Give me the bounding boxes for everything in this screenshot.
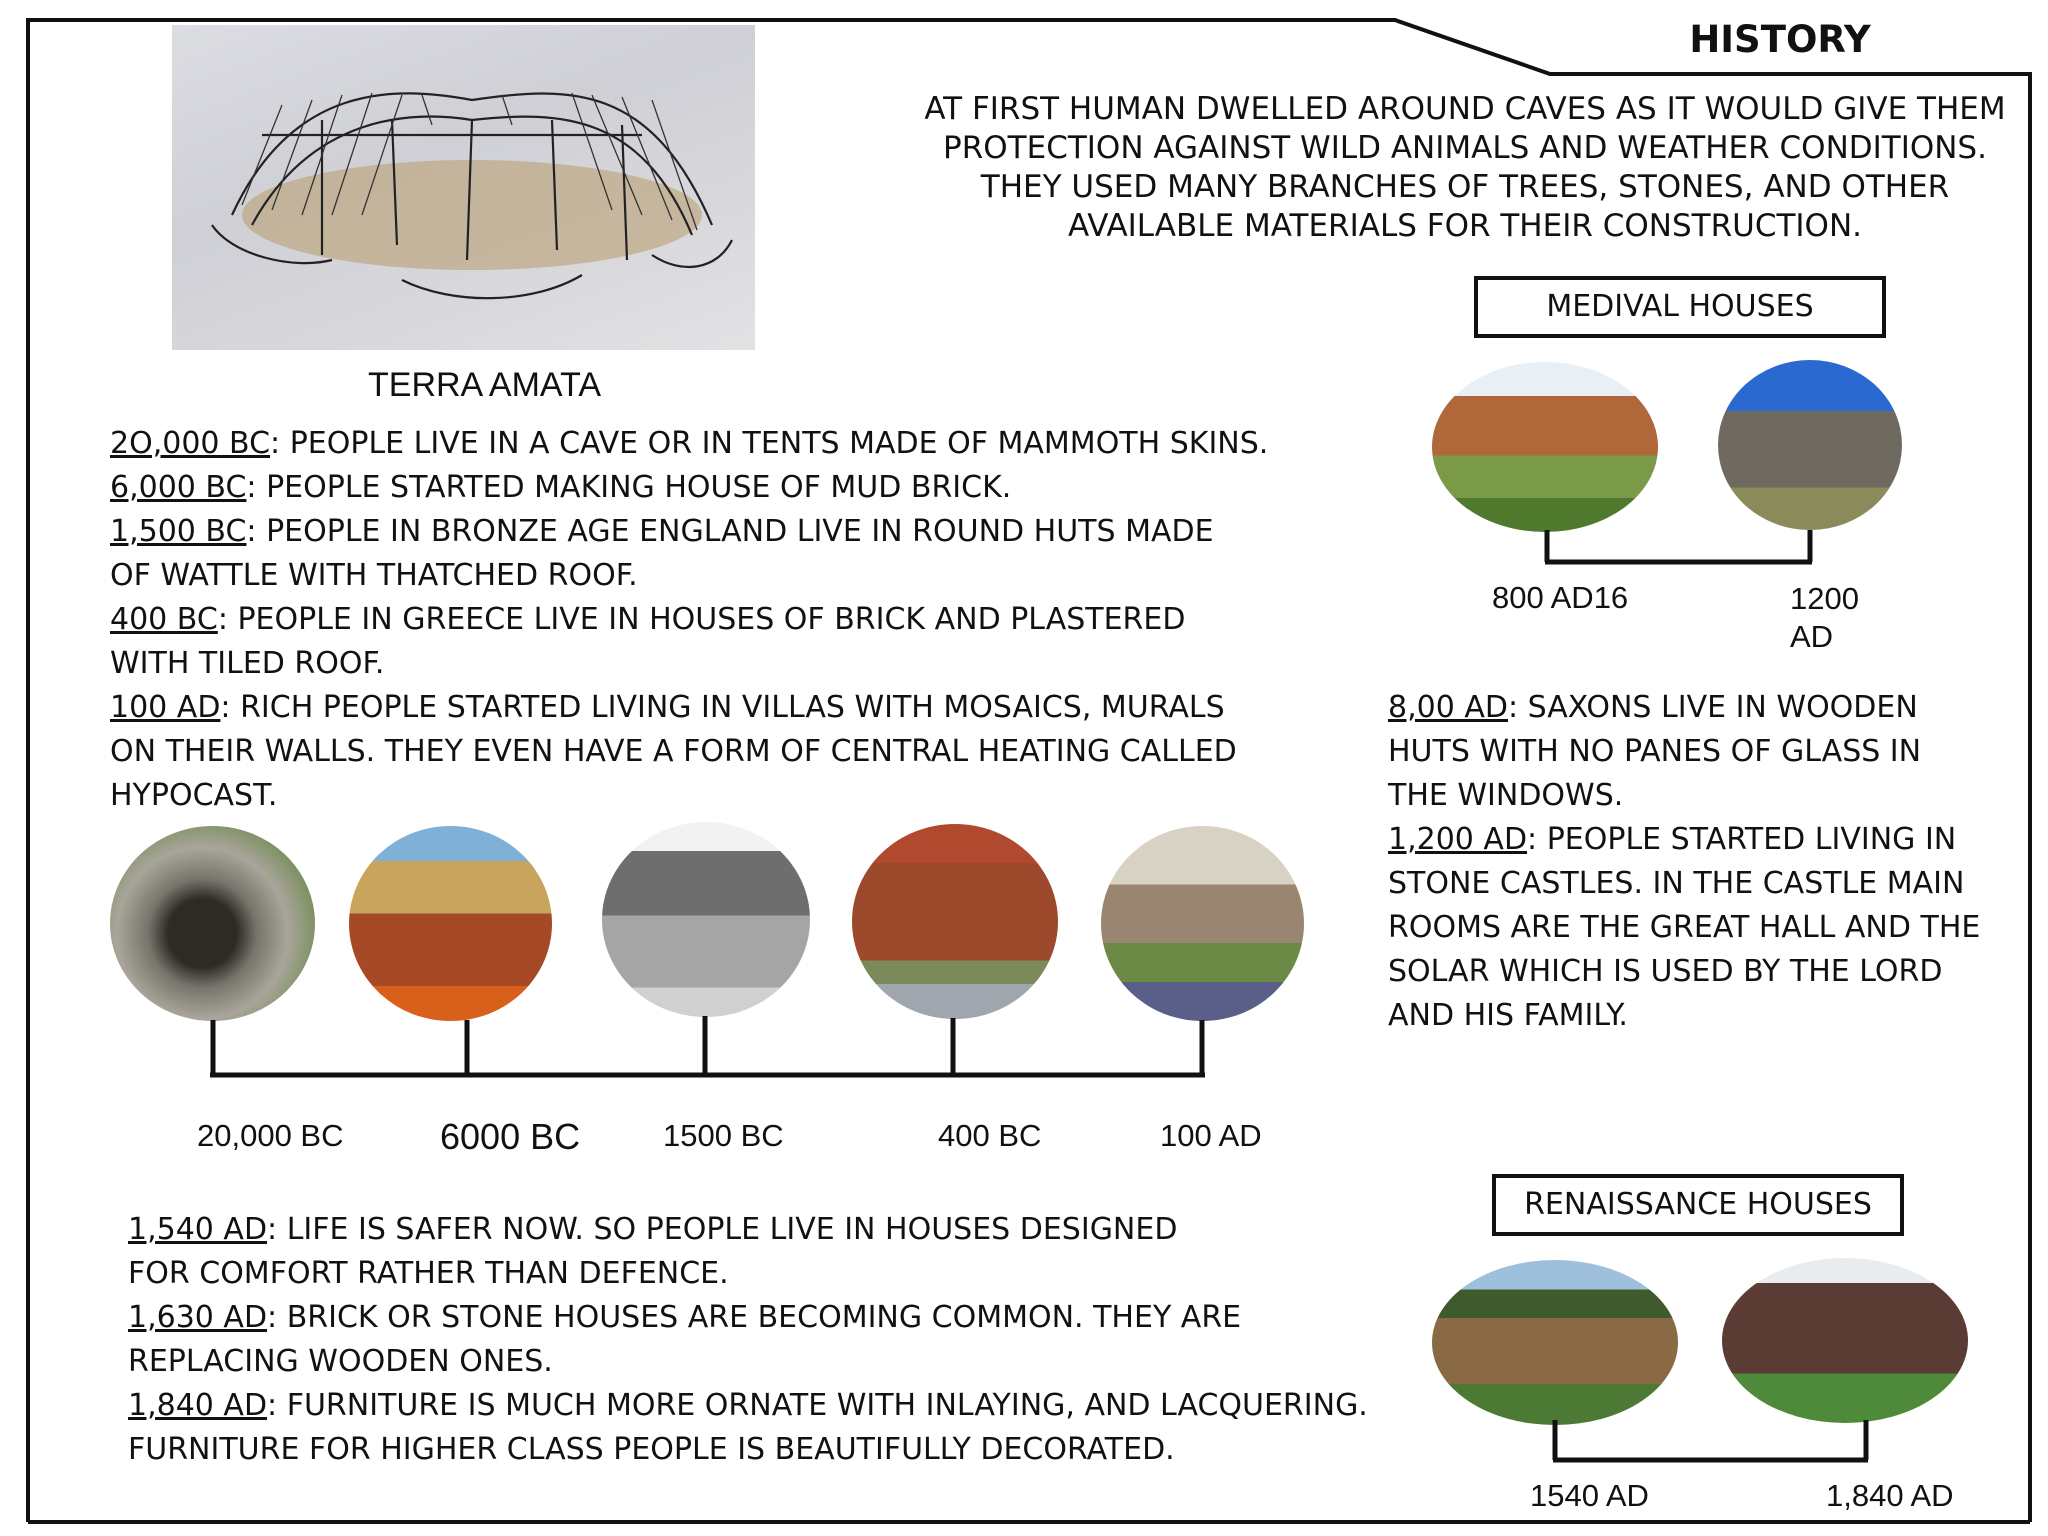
timeline-label-100ad: 100 AD: [1160, 1118, 1262, 1153]
entry-date: 400 BC: [110, 602, 218, 637]
intro-paragraph: AT FIRST HUMAN DWELLED AROUND CAVES AS IT WOULD GIVE THEM PROTECTION AGAINST WILD ANIMALS AND WEATHER CONDITIONS. THEY USED MANY BRANCHES OF TREES, STONES, AND OTHER AVAILABLE MATERIALS FOR THEIR CONSTRUCTION.: [924, 91, 2006, 244]
page-title: HISTORY: [1689, 18, 1871, 61]
medieval-label-1200ad: 1200 AD: [1790, 581, 1859, 654]
renaissance-label-1540ad: 1540 AD: [1530, 1478, 1649, 1513]
entry-date: 1,540 AD: [128, 1212, 268, 1247]
timeline-label-20000bc: 20,000 BC: [197, 1118, 344, 1153]
entry-date: 100 AD: [110, 690, 221, 725]
entry-text: : FURNITURE IS MUCH MORE ORNATE WITH INLAYING, AND LACQUERING. FURNITURE FOR HIGHER CLASS PEOPLE IS BEAUTIFULLY DECORATED.: [128, 1388, 1368, 1467]
entry-text: : PEOPLE STARTED LIVING IN STONE CASTLES. IN THE CASTLE MAIN ROOMS ARE THE GREAT HALL AND THE SOLAR WHICH IS USED BY THE LORD AND HIS FAMILY.: [1388, 822, 1981, 1033]
timeline-label-1500bc: 1500 BC: [663, 1118, 784, 1153]
entry-text: : SAXONS LIVE IN WOODEN HUTS WITH NO PANES OF GLASS IN THE WINDOWS.: [1388, 690, 1922, 813]
medieval-houses-title: MEDIVAL HOUSES: [1474, 276, 1886, 338]
entry-date: 6,000 BC: [110, 470, 247, 505]
entry-text: : PEOPLE LIVE IN A CAVE OR IN TENTS MADE OF MAMMOTH SKINS.: [270, 426, 1269, 461]
entry-date: 8,00 AD: [1388, 690, 1508, 725]
sketch-caption: TERRA AMATA: [368, 366, 602, 404]
timeline-label-400bc: 400 BC: [938, 1118, 1042, 1153]
entry-text: : PEOPLE IN BRONZE AGE ENGLAND LIVE IN ROUND HUTS MADE OF WATTLE WITH THATCHED ROOF.: [110, 514, 1214, 593]
renaissance-label-1840ad: 1,840 AD: [1826, 1478, 1954, 1513]
timeline-label-6000bc: 6000 BC: [440, 1116, 581, 1157]
entry-text: : BRICK OR STONE HOUSES ARE BECOMING COMMON. THEY ARE REPLACING WOODEN ONES.: [128, 1300, 1242, 1379]
entry-text: : PEOPLE STARTED MAKING HOUSE OF MUD BRICK.: [246, 470, 1012, 505]
renaissance-houses-title: RENAISSANCE HOUSES: [1492, 1174, 1904, 1236]
entry-text: : RICH PEOPLE STARTED LIVING IN VILLAS WITH MOSAICS, MURALS ON THEIR WALLS. THEY EVEN HAVE A FORM OF CENTRAL HEATING CALLED HYPOCAST.: [110, 690, 1237, 813]
entry-text: : PEOPLE IN GREECE LIVE IN HOUSES OF BRICK AND PLASTERED WITH TILED ROOF.: [110, 602, 1186, 681]
entry-date: 1,200 AD: [1388, 822, 1528, 857]
entry-date: 2O,000 BC: [110, 426, 271, 461]
medieval-label-800ad: 800 AD16: [1492, 580, 1629, 615]
entry-text: : LIFE IS SAFER NOW. SO PEOPLE LIVE IN HOUSES DESIGNED FOR COMFORT RATHER THAN DEFENCE.: [128, 1212, 1178, 1291]
entry-date: 1,840 AD: [128, 1388, 268, 1423]
entry-date: 1,500 BC: [110, 514, 247, 549]
entry-date: 1,630 AD: [128, 1300, 268, 1335]
